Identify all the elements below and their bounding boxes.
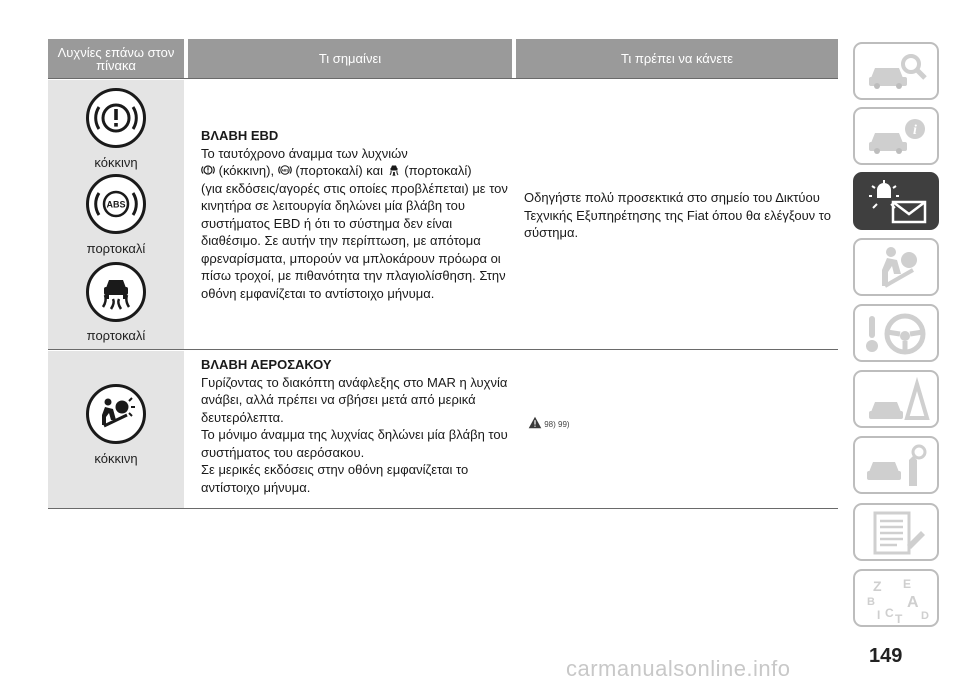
watermark: carmanualsonline.info <box>566 656 791 681</box>
header-action: Τι πρέπει να κάνετε <box>516 39 838 78</box>
tab-maintenance[interactable] <box>853 436 939 494</box>
ebd-inline-icons: (κόκκινη), ABS (πορτοκαλί) και (πορτοκαλί) <box>201 162 513 180</box>
svg-text:I: I <box>877 608 881 622</box>
page-number: 149 <box>869 645 903 667</box>
ebd-description <box>201 127 513 302</box>
svg-text:D: D <box>921 610 929 622</box>
brake-warning-icon <box>201 163 215 177</box>
ebd-body: (για εκδόσεις/αγορές στις οποίες προβλέπεται) με τον κινητήρα σε λειτουργία δηλώνει μία βλάβη του συστήματος EBD ή ότι το σύστημα δεν είναι διαθέσιμο. Σε αυτήν την περίπτωση, με απότομα φρεναρίσματα, μπορούν να μπλοκάρουν πρόωρα οι πίσω τροχοί, με πιθανότητα την πλαγιολίσθηση. Στην οθόνη εμφανίζεται το αντίστοιχο μήνυμα. <box>201 180 508 301</box>
icon-label-orange-2: πορτοκαλί <box>86 328 146 343</box>
airbag-para-3: Σε μερικές εκδόσεις στην οθόνη εμφανίζεται το αντίστοιχο μήνυμα. <box>201 462 469 495</box>
brake-warning-icon <box>86 88 146 148</box>
esc-skid-icon <box>387 163 401 177</box>
airbag-icon <box>86 384 146 444</box>
tab-index[interactable] <box>853 569 939 627</box>
header-warning-lights: Λυχνίες επάνω στον πίνακα <box>48 39 184 78</box>
airbag-title: ΒΛΑΒΗ ΑΕΡΟΣΑΚΟΥ <box>201 357 332 372</box>
airbag-description <box>201 356 513 496</box>
ebd-title: ΒΛΑΒΗ EBD <box>201 128 279 143</box>
header-meaning: Τι σημαίνει <box>188 39 512 78</box>
airbag-para-2: Το μόνιμο άναμμα της λυχνίας δηλώνει μία βλάβη του συστήματος του αερόσακου. <box>201 427 508 460</box>
svg-text:B: B <box>867 596 875 608</box>
svg-text:E: E <box>903 577 912 591</box>
warning-reference: 98) 99) <box>528 416 570 429</box>
abs-icon <box>86 174 146 234</box>
warning-triangle-icon <box>528 416 542 429</box>
header-divider <box>48 78 838 79</box>
abs-icon <box>278 163 292 177</box>
svg-text:C: C <box>885 606 894 620</box>
tab-warning-lights[interactable] <box>853 172 939 230</box>
svg-text:T: T <box>895 612 903 623</box>
svg-text:A: A <box>907 594 919 611</box>
ebd-intro: Το ταυτόχρονο άναμμα των λυχνιών <box>201 145 408 161</box>
svg-text:Z: Z <box>873 578 882 594</box>
tab-car-search[interactable] <box>853 42 939 100</box>
svg-text:ABS: ABS <box>281 168 289 173</box>
tab-driving[interactable] <box>853 304 939 362</box>
icon-label-orange: πορτοκαλί <box>86 241 146 256</box>
icon-label-red-airbag: κόκκινη <box>94 451 138 466</box>
ebd-action: Οδηγήστε πολύ προσεκτικά στο σημείο του Δικτύου Τεχνικής Εξυπηρέτησης της Fiat όπου θα ελέγξουν το σύστημα. <box>524 190 831 240</box>
table-bottom-line <box>48 508 838 509</box>
svg-text:ABS: ABS <box>106 199 126 210</box>
tab-emergency[interactable] <box>853 370 939 428</box>
esc-skid-icon <box>86 262 146 322</box>
row-divider <box>48 349 838 350</box>
tab-car-info[interactable] <box>853 107 939 165</box>
tab-technical-data[interactable] <box>853 503 939 561</box>
tab-safety[interactable] <box>853 238 939 296</box>
airbag-para-1: Γυρίζοντας το διακόπτη ανάφλεξης στο MAR η λυχνία ανάβει, αλλά πρέπει να σβήσει μετά από μερικά δευτερόλεπτα. <box>201 374 508 425</box>
svg-text:i: i <box>913 123 917 138</box>
icon-label-red: κόκκινη <box>94 155 138 170</box>
